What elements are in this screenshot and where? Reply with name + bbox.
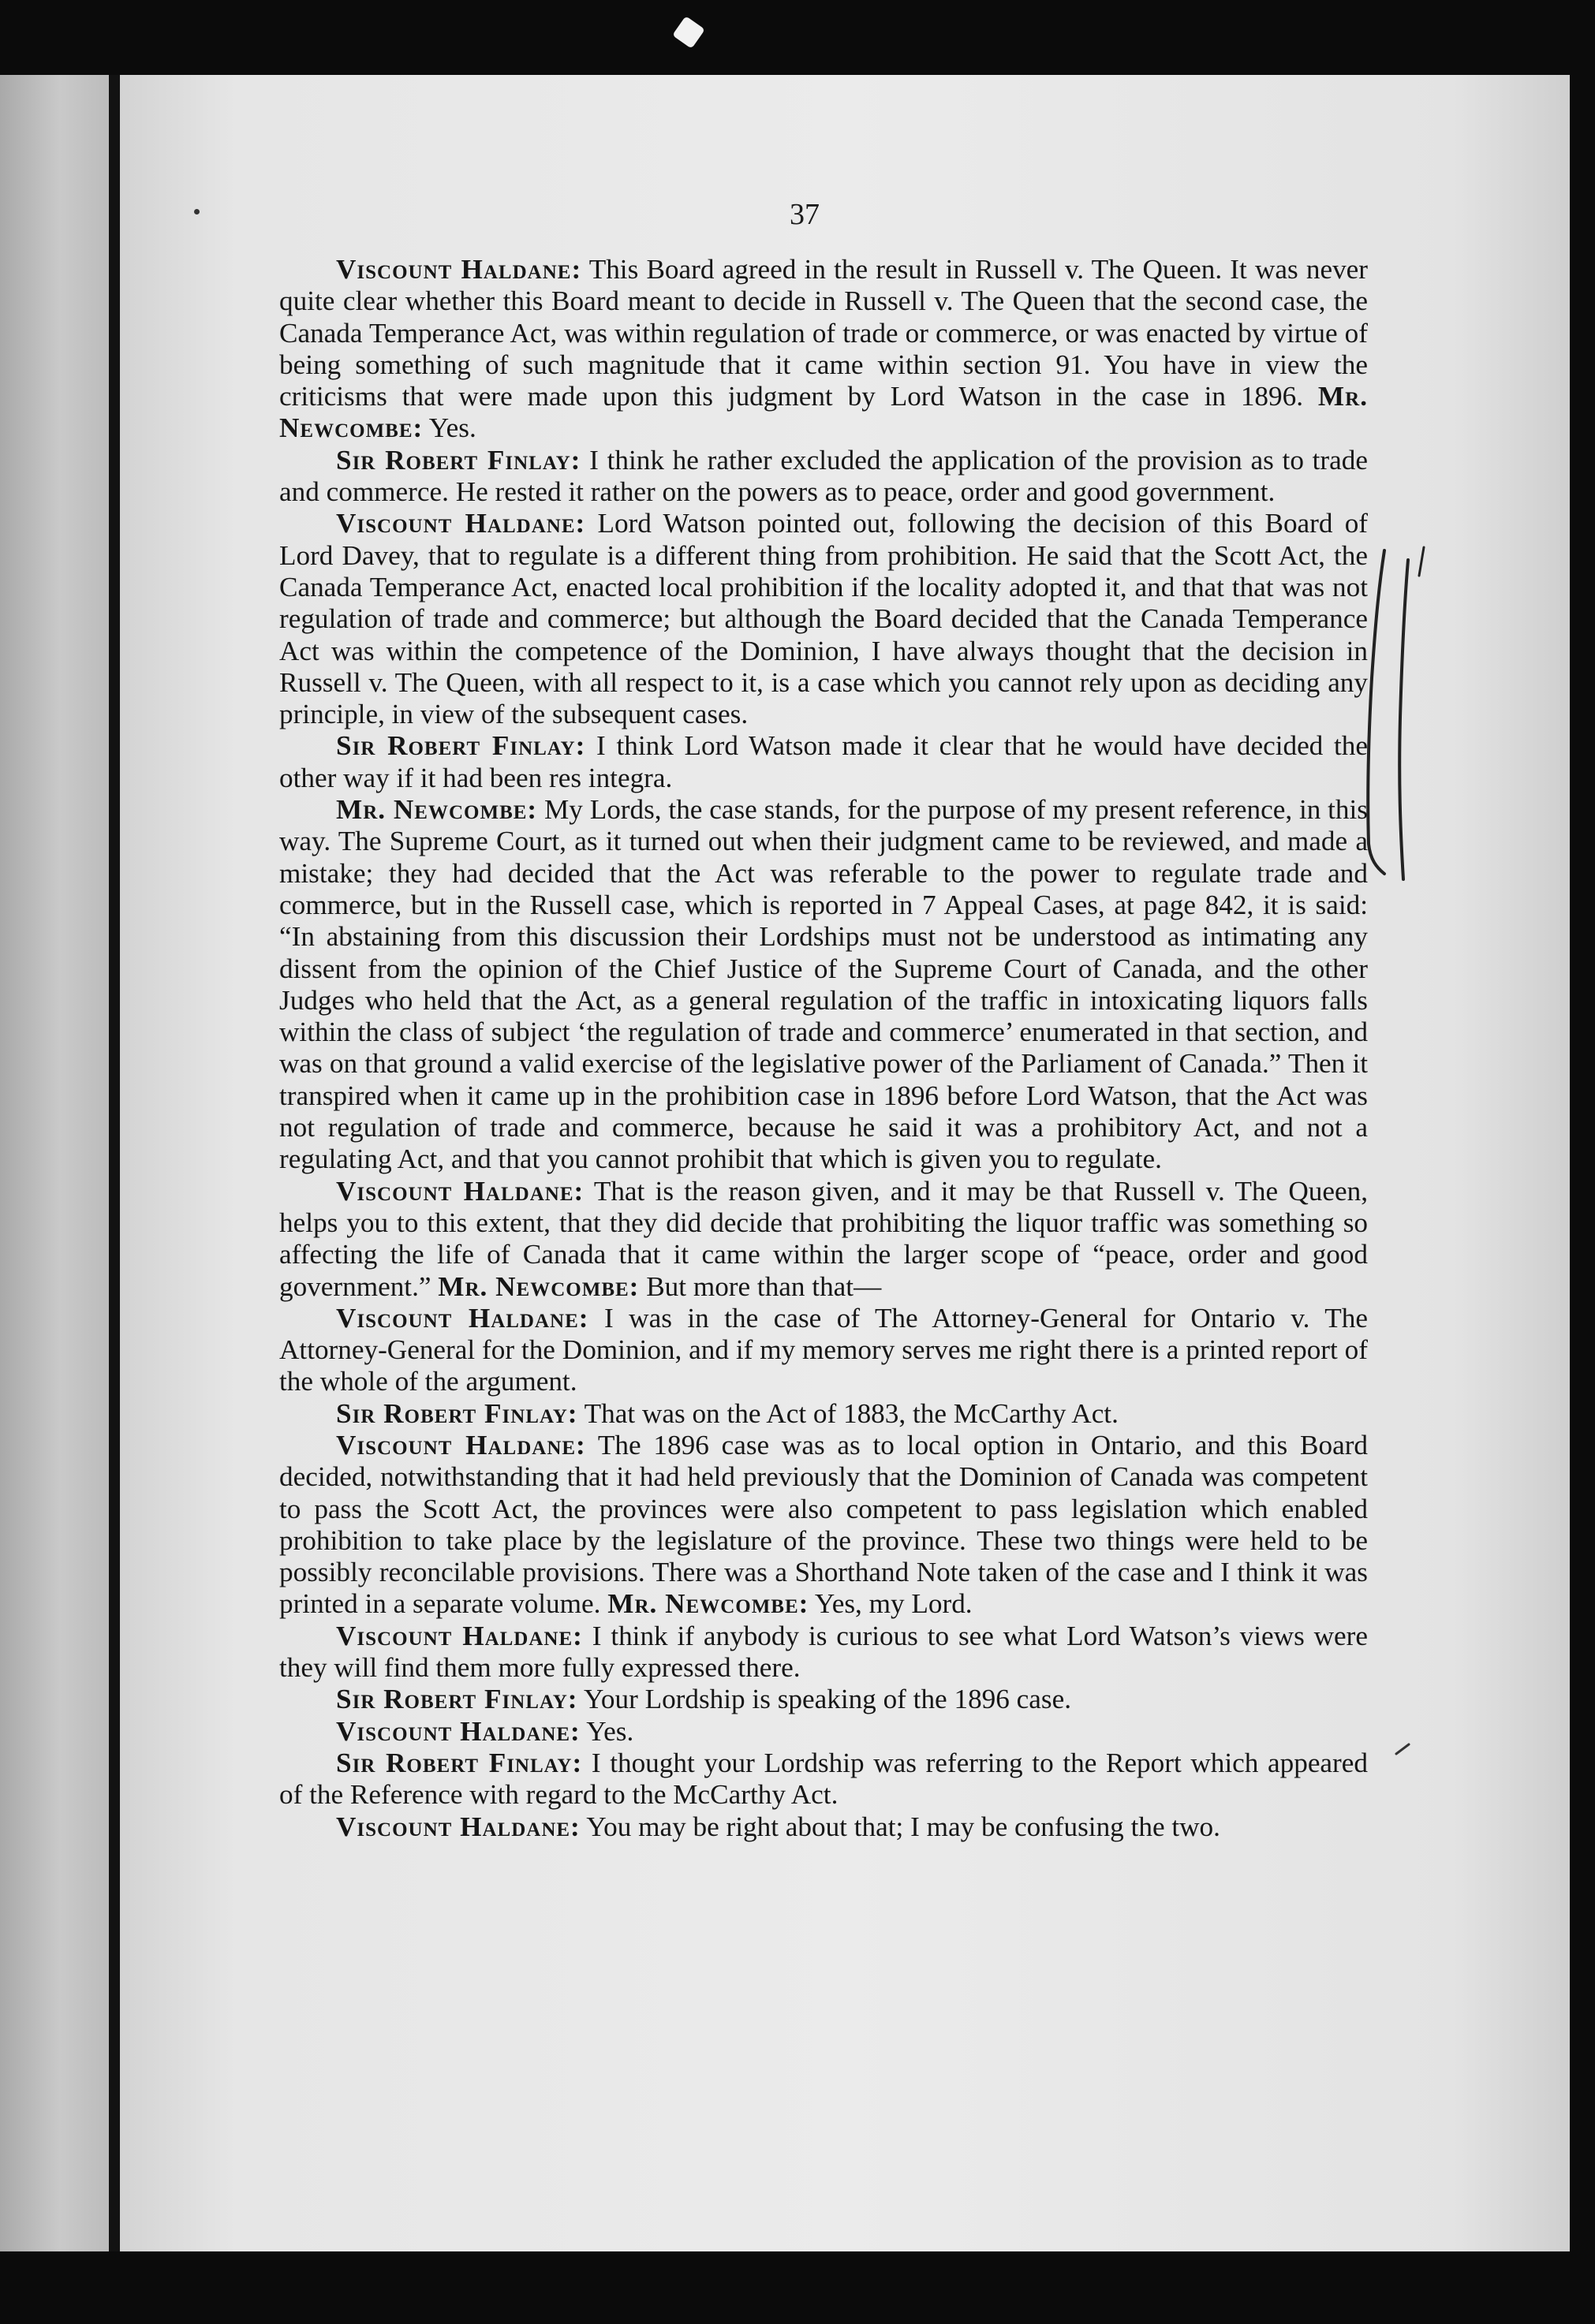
- paragraph: [279, 730, 1368, 794]
- paragraph: [279, 1398, 1368, 1430]
- paragraph-text: That is the reason given, and it may be that Russell v. The Queen, helps you to this extent, that they did decide that prohibiting the liquor traffic was something so affecting the life of Canada that it came within the larger scope of “peace, order and good government.”: [279, 1175, 1369, 1302]
- paragraph: [279, 794, 1368, 1176]
- speaker-name: Sir Robert Finlay:: [336, 730, 586, 762]
- paragraph-text: I think Lord Watson made it clear that he would have decided the other way if it had been res integra.: [279, 730, 1368, 793]
- paragraph-text: Your Lordship is speaking of the 1896 case.: [577, 1684, 1071, 1715]
- speaker-name: Sir Robert Finlay:: [336, 444, 581, 476]
- paragraph-text: I think he rather excluded the application of the provision as to trade and commerce. He rested it rather on the powers as to peace, order and good government.: [279, 444, 1368, 508]
- paragraph-text: That was on the Act of 1883, the McCarthy Act.: [577, 1397, 1119, 1429]
- paragraph: [279, 1176, 1368, 1303]
- speaker-name: Mr. Newcombe:: [438, 1270, 640, 1302]
- speaker-name: Viscount Haldane:: [336, 1175, 585, 1207]
- speaker-name: Viscount Haldane:: [336, 1302, 589, 1334]
- speaker-name: Viscount Haldane:: [336, 1620, 583, 1651]
- transcript-body: [279, 254, 1368, 1843]
- paragraph-text: This Board agreed in the result in Russell v. The Queen. It was never quite clear whether this Board meant to decide in Russell v. The Queen that the second case, the Canada Temperance Act, was within regulation of trade or commerce, or was enacted by virtue of being something of such magnitude that it came within section 91. You have in view the criticisms that were made upon this judgment by Lord Watson in the case in 1896.: [279, 254, 1368, 412]
- paragraph-text: Yes, my Lord.: [809, 1588, 973, 1620]
- paragraph-text: You may be right about that; I may be confusing the two.: [580, 1811, 1220, 1842]
- speaker-name: Viscount Haldane:: [336, 254, 582, 285]
- page-gutter: [109, 75, 120, 2251]
- paragraph-text: I thought your Lordship was referring to the Report which appeared of the Reference with regard to the McCarthy Act.: [279, 1747, 1368, 1811]
- speaker-name: Mr. Newcombe:: [607, 1588, 809, 1620]
- paragraph: [279, 1716, 1368, 1748]
- margin-bracket-annotation: [1361, 544, 1440, 891]
- paragraph: [279, 445, 1368, 509]
- paragraph-text: But more than that—: [639, 1270, 882, 1302]
- paragraph: [279, 1748, 1368, 1811]
- paragraph: [279, 508, 1368, 730]
- speaker-name: Sir Robert Finlay:: [336, 1747, 583, 1778]
- paragraph-text: The 1896 case was as to local option in Ontario, and this Board decided, notwithstanding that it had held previously that the Dominion of Canada was competent to pass the Scott Act, the provinces were also competent to pass legislation which enabled prohibition to take place by the legislature of the province. These two things were held to be possibly reconcilable provisions. There was a Shorthand Note taken of the case and I think it was printed in a separate volume.: [279, 1429, 1369, 1620]
- paragraph: [279, 1811, 1368, 1843]
- page-number: 37: [790, 198, 820, 231]
- speaker-name: Viscount Haldane:: [336, 1429, 586, 1460]
- speaker-name: Viscount Haldane:: [336, 508, 586, 539]
- paragraph: [279, 1303, 1368, 1398]
- paragraph: [279, 254, 1368, 445]
- paragraph-text: Yes.: [423, 412, 476, 444]
- paragraph-text: Lord Watson pointed out, following the decision of this Board of Lord Davey, that to regulate is a different thing from prohibition. He said that the Scott Act, the Canada Temperance Act, enacted local prohibition if the locality adopted it, and that that was not regulation of trade and commerce; but although the Board decided that the Canada Temperance Act was within the competence of the Dominion, I have always thought that the decision in Russell v. The Queen, with all respect to it, is a case which you cannot rely upon as deciding any principle, in view of the subsequent cases.: [279, 508, 1369, 730]
- speaker-name: Viscount Haldane:: [336, 1715, 581, 1747]
- speaker-name: Mr. Newcombe:: [279, 381, 1368, 444]
- paragraph-text: Yes.: [580, 1715, 634, 1747]
- speaker-name: Viscount Haldane:: [336, 1811, 581, 1842]
- speaker-name: Sir Robert Finlay:: [336, 1684, 578, 1715]
- margin-tick-mark: [1395, 1743, 1410, 1755]
- speaker-name: Mr. Newcombe:: [336, 794, 538, 826]
- paragraph-text: I was in the case of The Attorney-General for Ontario v. The Attorney-General for the Dominion, and if my memory serves me right there is a printed report of the whole of the argument.: [279, 1302, 1368, 1397]
- scan-registration-mark: [672, 16, 705, 49]
- paragraph: [279, 1430, 1368, 1621]
- facing-page-edge: [0, 75, 109, 2251]
- paragraph-text: I think if anybody is curious to see what Lord Watson’s views were they will find them more fully expressed there.: [279, 1620, 1369, 1684]
- scan-speck: [194, 209, 200, 214]
- paragraph: [279, 1621, 1368, 1684]
- paragraph: [279, 1684, 1368, 1715]
- speaker-name: Sir Robert Finlay:: [336, 1397, 578, 1429]
- paragraph-text: My Lords, the case stands, for the purpose of my present reference, in this way. The Supreme Court, as it turned out when their judgment came to be reviewed, and made a mistake; they had decided that the Act was referable to the power to regulate trade and commerce, but in the Russell case, which is reported in 7 Appeal Cases, at page 842, it is said: “In abstaining from this discussion their Lordships must not be understood as intimating any dissent from the opinion of the Chief Justice of the Supreme Court of Canada, and the other Judges who held that the Act, as a general regulation of the traffic in intoxicating liquors falls within the class of subject ‘the regulation of trade and commerce’ enumerated in that section, and was on that ground a valid exercise of the legislative power of the Parliament of Canada.” Then it transpired when it came up in the prohibition case in 1896 before Lord Watson, that the Act was not regulation of trade and commerce, because he said it was a prohibitory Act, and not a regulating Act, and that you cannot prohibit that which is given you to regulate.: [279, 794, 1369, 1175]
